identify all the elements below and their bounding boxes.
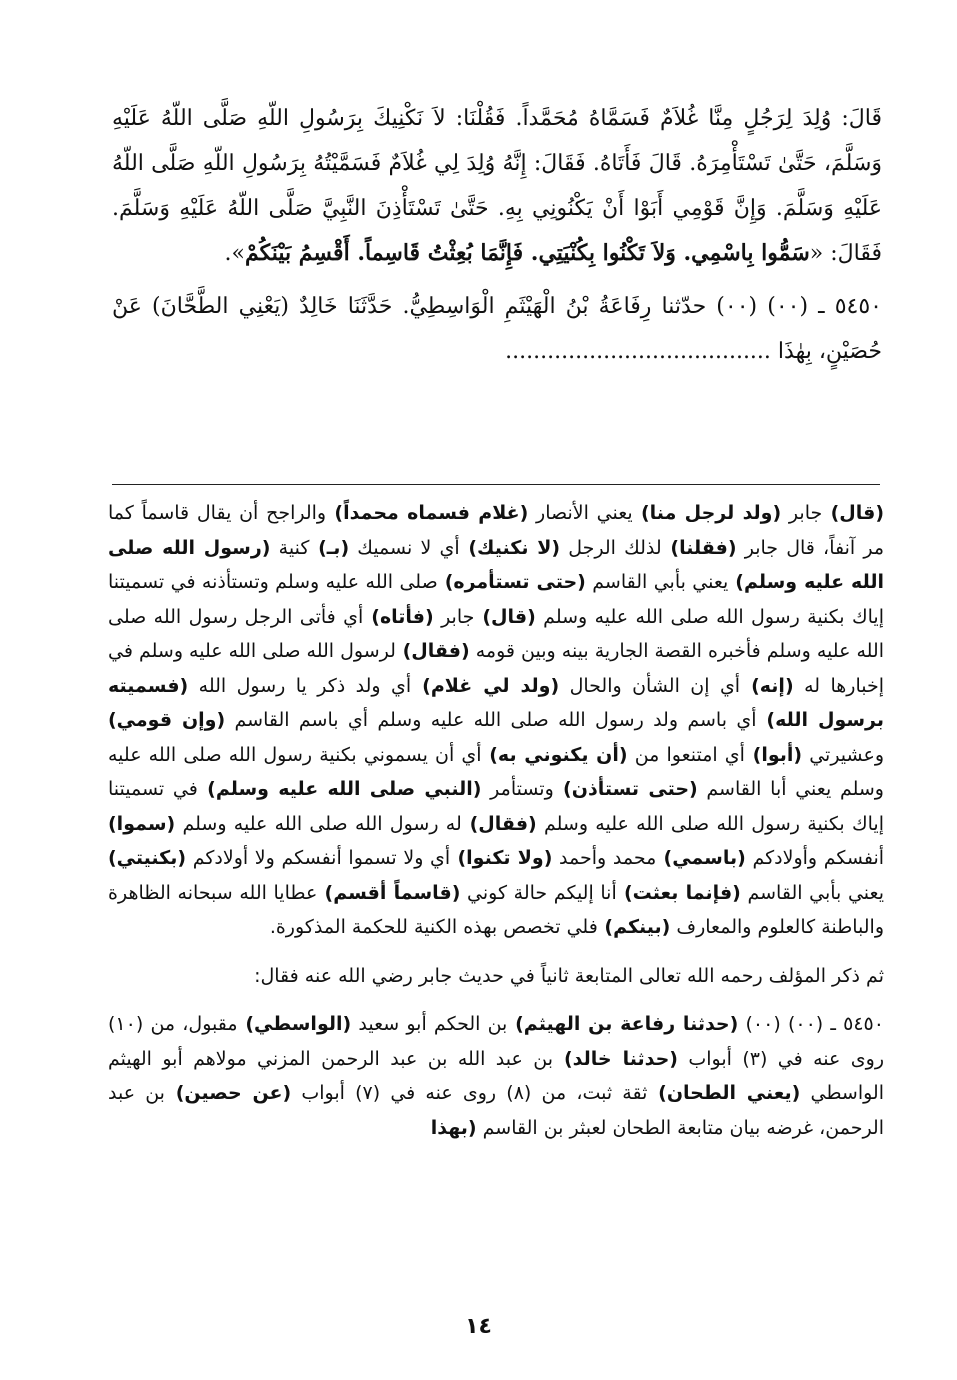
commentary-segment: أي ولد ذكر يا رسول الله: [188, 674, 412, 697]
commentary-segment-bold: (بينكم): [597, 916, 671, 938]
commentary-segment-bold: (عن حصين): [164, 1082, 292, 1104]
commentary-segment-bold: (أبوا): [744, 743, 803, 766]
commentary-segment-bold: (رسول الله صلى الله عليه وسلم): [108, 536, 884, 593]
commentary-segment-bold: (غلام فسماه محمداً): [326, 502, 529, 524]
commentary-segment-bold: (أن يكنوني به): [481, 743, 628, 766]
commentary-segment: صلى الله عليه وسلم وتستأذنه في تسميتنا إياك بكنية رسول الله صلى الله عليه وسلم: [108, 571, 884, 628]
commentary-chain-paragraph: [108, 1007, 884, 1145]
commentary-segment-bold: (فأتاه): [363, 605, 434, 628]
commentary-segment-bold: (قاسماً أقسم): [317, 881, 461, 904]
hadith-segment: قَالَ: وُلِدَ لِرَجُلٍ مِنَّا غُلاَمٌ فَسَمَّاهُ مُحَمَّداً. فَقُلْنَا: لاَ نَكْنِيكَ بِرَسُولِ اللّهِ صَلَّى اللّهُ عَلَيْهِ وَسَلَّمَ، حَتَّىٰ تَسْتَأْمِرَهُ. قَالَ فَأَتَاهُ. فَقَالَ: إِنَّهُ وُلِدَ لِي غُلاَمٌ فَسَمَّيْتُهُ بِرَسُولِ اللّهِ صَلَّى اللّهُ عَلَيْهِ وَسَلَّمَ. وَإِنَّ قَوْمِي أَبَوْا أَنْ يَكْنُونِي بِهِ. حَتَّىٰ تَسْتَأْذِنَ النَّبِيَّ صَلَّى اللّهُ عَلَيْهِ وَسَلَّمَ. فَقَالَ: «: [112, 106, 882, 266]
commentary-segment: فلي تخصص بهذه الكنية للحكمة المذكورة.: [269, 916, 598, 938]
commentary-segment-bold: (فسميته برسول الله): [108, 674, 885, 731]
commentary-segment-bold: (بـ): [309, 536, 350, 559]
hadith-text: [112, 96, 882, 374]
commentary-segment-bold: (فقال): [395, 640, 470, 662]
commentary-paragraph: [108, 496, 884, 945]
commentary-segment-bold: (فإنما بعثت): [616, 881, 741, 904]
commentary-segment: يعني الأنصار: [528, 502, 633, 524]
commentary-segment-bold: (لا نكنيك): [459, 536, 561, 559]
commentary-segment-bold: (بهذا: [430, 1116, 477, 1139]
commentary-segment: كنية: [270, 536, 310, 559]
page-number: ١٤: [465, 1314, 492, 1339]
commentary-text: [108, 496, 884, 1145]
commentary-segment: أنفسكم وأولادكم: [745, 847, 885, 869]
commentary-segment-bold: (ولد لي غلام): [411, 674, 560, 697]
commentary-segment: أي ولا تسموا أنفسكم ولا أولادكم: [186, 847, 451, 869]
commentary-segment: محمد وأحمد: [552, 847, 657, 869]
commentary-segment: ثقة ثبت، من (٨) روى عنه في (٧) أبواب: [291, 1082, 648, 1104]
commentary-segment-bold: (حدثنا رفاعة بن الهيثم): [507, 1013, 739, 1035]
commentary-segment: أي امتنعوا من: [627, 743, 745, 766]
commentary-segment-bold: (فقلنا): [661, 536, 737, 559]
commentary-segment: له رسول الله صلى الله عليه وسلم: [175, 812, 462, 835]
commentary-segment: يعني بأبي القاسم: [740, 881, 884, 904]
hadith-chain-paragraph: ٥٤٥٠ ـ (٠٠) (٠٠) حدّثنا رِفَاعَةُ بْنُ الْهَيْثَمِ الْوَاسِطِيُّ. حَدَّثَنَا خَالِدٌ (يَعْنِي الطَّحَّانَ) عَنْ حُصَيْنٍ، بِهٰذَا ......................................: [112, 294, 882, 364]
commentary-segment: بن عبد الرحمن، غرضه بيان متابعة الطحان لعبثر بن القاسم: [108, 1082, 884, 1139]
commentary-segment-bold: (حدثنا خالد): [553, 1047, 678, 1070]
commentary-segment: والراجح أن يقال قاسماً كما مر آنفاً، قال جابر: [108, 502, 884, 559]
commentary-intro-line: ثم ذكر المؤلف رحمه الله تعالى المتابعة ثانياً في حديث جابر رضي الله عنه فقال:: [254, 964, 884, 987]
commentary-segment-bold: (ولد لرجل منا): [632, 502, 782, 524]
commentary-segment: أي إن الشأن والحال: [559, 674, 741, 697]
commentary-segment-bold: (سموا): [108, 812, 176, 835]
commentary-segment: أنا إليكم حالة كوني: [460, 881, 617, 904]
hadith-segment: ».: [224, 241, 245, 266]
commentary-segment: يعني بأبي القاسم: [585, 571, 729, 593]
commentary-segment: جابر: [433, 605, 475, 628]
hadith-segment-bold: سَمُّوا بِاسْمِي. وَلاَ تَكْنُوا بِكُنْيَتِي. فَإِنَّمَا بُعِثْتُ قَاسِماً. أَقْسِمُ بَيْنَكُمْ: [244, 240, 810, 266]
commentary-segment: جابر: [781, 502, 823, 524]
commentary-segment-bold: (حتى تستأذن): [553, 778, 698, 800]
commentary-segment-bold: (بكنيتي): [108, 847, 187, 869]
commentary-segment-bold: (باسمي): [656, 847, 746, 869]
commentary-segment-bold: (النبي صلى الله عليه وسلم): [197, 778, 482, 800]
commentary-segment: بن عبد الله بن عبد الرحمن المزني مولاهم أبو الهيثم الواسطي: [108, 1047, 884, 1104]
commentary-segment: وعشيرتي: [802, 743, 885, 766]
commentary-segment-bold: (وإن قومي): [108, 709, 226, 731]
commentary-segment-bold: (حتى تستأمره): [437, 571, 586, 593]
commentary-segment: أي أن يسموني بكنية رسول الله صلى الله عليه وسلم يعني أبا القاسم: [108, 743, 884, 800]
commentary-segment: أي باسم ولد رسول الله صلى الله عليه وسلم أي باسم القاسم: [225, 709, 757, 731]
commentary-segment: أي لا نسميك: [349, 536, 460, 559]
commentary-segment-bold: (قال): [822, 502, 884, 524]
commentary-segment: عطايا الله سبحانه الظاهرة والباطنة كالعلوم والمعارف: [108, 881, 884, 938]
hadith-paragraph: [112, 96, 882, 276]
commentary-segment: وتستأمر: [481, 778, 554, 800]
commentary-segment: بن الحكم أبو سعيد: [351, 1013, 508, 1035]
commentary-segment-bold: (قال): [474, 605, 536, 628]
commentary-segment-bold: (الواسطي): [237, 1013, 352, 1035]
commentary-segment: مقبول، من (١٠) روى عنه في (٣) أبواب: [108, 1013, 884, 1070]
commentary-segment-bold: (إنه): [740, 674, 794, 697]
commentary-segment-bold: (يعني الطحان): [647, 1082, 801, 1104]
divider-line: [112, 484, 880, 485]
commentary-segment-bold: (فقال): [461, 812, 537, 835]
commentary-segment: لذلك الرجل: [560, 536, 662, 559]
commentary-segment-bold: (ولا تكنوا): [450, 847, 553, 869]
commentary-segment: في تسميتنا إياك بكنية رسول الله صلى الله عليه وسلم: [108, 778, 884, 835]
commentary-segment: لرسول الله صلى الله عليه وسلم في إخبارها له: [108, 640, 884, 697]
commentary-segment: أي فأتى الرجل رسول الله صلى الله عليه وسلم فأخبره القصة الجارية بينه وبين قومه: [108, 605, 885, 662]
commentary-segment: ٥٤٥٠ ـ (٠٠) (٠٠): [738, 1013, 884, 1035]
